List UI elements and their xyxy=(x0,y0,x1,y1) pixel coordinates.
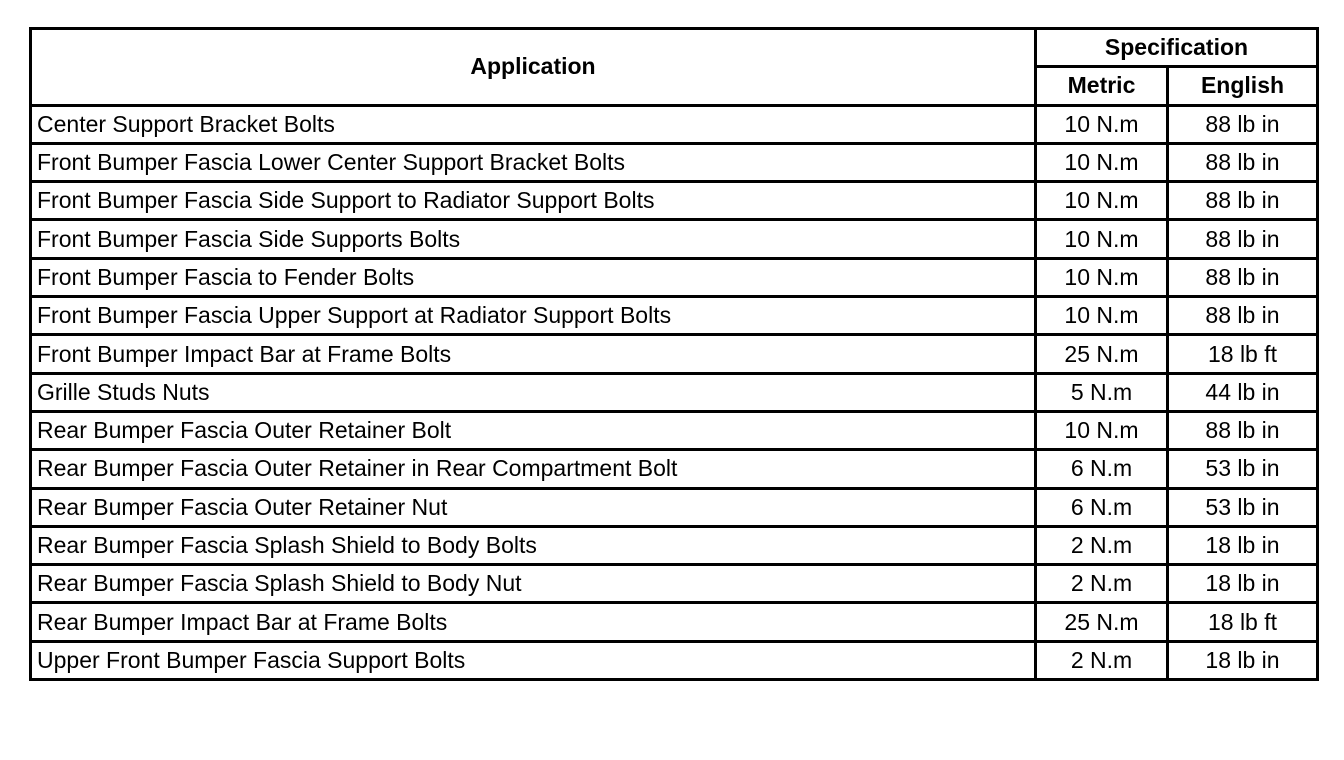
application-cell: Rear Bumper Fascia Splash Shield to Body Bolts xyxy=(31,526,1036,564)
table-row xyxy=(31,641,1318,679)
table-row xyxy=(31,450,1318,488)
application-cell: Upper Front Bumper Fascia Support Bolts xyxy=(31,641,1036,679)
english-cell: 88 lb in xyxy=(1168,411,1318,449)
application-cell: Front Bumper Fascia Side Support to Radiator Support Bolts xyxy=(31,182,1036,220)
metric-cell: 10 N.m xyxy=(1036,182,1168,220)
english-cell: 44 lb in xyxy=(1168,373,1318,411)
english-cell: 88 lb in xyxy=(1168,220,1318,258)
application-cell: Front Bumper Fascia to Fender Bolts xyxy=(31,258,1036,296)
metric-cell: 25 N.m xyxy=(1036,335,1168,373)
metric-cell: 5 N.m xyxy=(1036,373,1168,411)
metric-cell: 10 N.m xyxy=(1036,411,1168,449)
header-specification: Specification xyxy=(1036,29,1318,67)
table-row xyxy=(31,143,1318,181)
application-cell: Rear Bumper Fascia Outer Retainer Bolt xyxy=(31,411,1036,449)
table-row xyxy=(31,411,1318,449)
english-cell: 18 lb in xyxy=(1168,526,1318,564)
table-row xyxy=(31,603,1318,641)
english-cell: 18 lb in xyxy=(1168,641,1318,679)
table-row xyxy=(31,105,1318,143)
english-cell: 53 lb in xyxy=(1168,450,1318,488)
table-row xyxy=(31,373,1318,411)
metric-cell: 2 N.m xyxy=(1036,565,1168,603)
metric-cell: 10 N.m xyxy=(1036,105,1168,143)
table-row xyxy=(31,565,1318,603)
english-cell: 88 lb in xyxy=(1168,297,1318,335)
english-cell: 88 lb in xyxy=(1168,182,1318,220)
application-cell: Front Bumper Fascia Side Supports Bolts xyxy=(31,220,1036,258)
table-row xyxy=(31,526,1318,564)
metric-cell: 10 N.m xyxy=(1036,258,1168,296)
metric-cell: 6 N.m xyxy=(1036,488,1168,526)
application-cell: Rear Bumper Fascia Outer Retainer Nut xyxy=(31,488,1036,526)
table-row xyxy=(31,488,1318,526)
english-cell: 53 lb in xyxy=(1168,488,1318,526)
header-metric: Metric xyxy=(1036,67,1168,105)
metric-cell: 10 N.m xyxy=(1036,220,1168,258)
table-row xyxy=(31,182,1318,220)
application-cell: Front Bumper Fascia Upper Support at Radiator Support Bolts xyxy=(31,297,1036,335)
application-cell: Front Bumper Fascia Lower Center Support Bracket Bolts xyxy=(31,143,1036,181)
table-row xyxy=(31,297,1318,335)
english-cell: 88 lb in xyxy=(1168,105,1318,143)
english-cell: 88 lb in xyxy=(1168,258,1318,296)
english-cell: 18 lb in xyxy=(1168,565,1318,603)
application-cell: Rear Bumper Fascia Splash Shield to Body Nut xyxy=(31,565,1036,603)
application-cell: Rear Bumper Impact Bar at Frame Bolts xyxy=(31,603,1036,641)
header-english: English xyxy=(1168,67,1318,105)
metric-cell: 6 N.m xyxy=(1036,450,1168,488)
table-row xyxy=(31,220,1318,258)
metric-cell: 25 N.m xyxy=(1036,603,1168,641)
fastener-torque-spec-table xyxy=(29,27,1319,681)
application-cell: Center Support Bracket Bolts xyxy=(31,105,1036,143)
header-application: Application xyxy=(31,29,1036,106)
header-row-top xyxy=(31,29,1318,67)
english-cell: 88 lb in xyxy=(1168,143,1318,181)
english-cell: 18 lb ft xyxy=(1168,335,1318,373)
table-row xyxy=(31,258,1318,296)
metric-cell: 10 N.m xyxy=(1036,297,1168,335)
application-cell: Rear Bumper Fascia Outer Retainer in Rear Compartment Bolt xyxy=(31,450,1036,488)
table-header xyxy=(31,29,1318,106)
metric-cell: 2 N.m xyxy=(1036,641,1168,679)
table-row xyxy=(31,335,1318,373)
metric-cell: 10 N.m xyxy=(1036,143,1168,181)
metric-cell: 2 N.m xyxy=(1036,526,1168,564)
english-cell: 18 lb ft xyxy=(1168,603,1318,641)
application-cell: Grille Studs Nuts xyxy=(31,373,1036,411)
application-cell: Front Bumper Impact Bar at Frame Bolts xyxy=(31,335,1036,373)
table-body xyxy=(31,105,1318,679)
